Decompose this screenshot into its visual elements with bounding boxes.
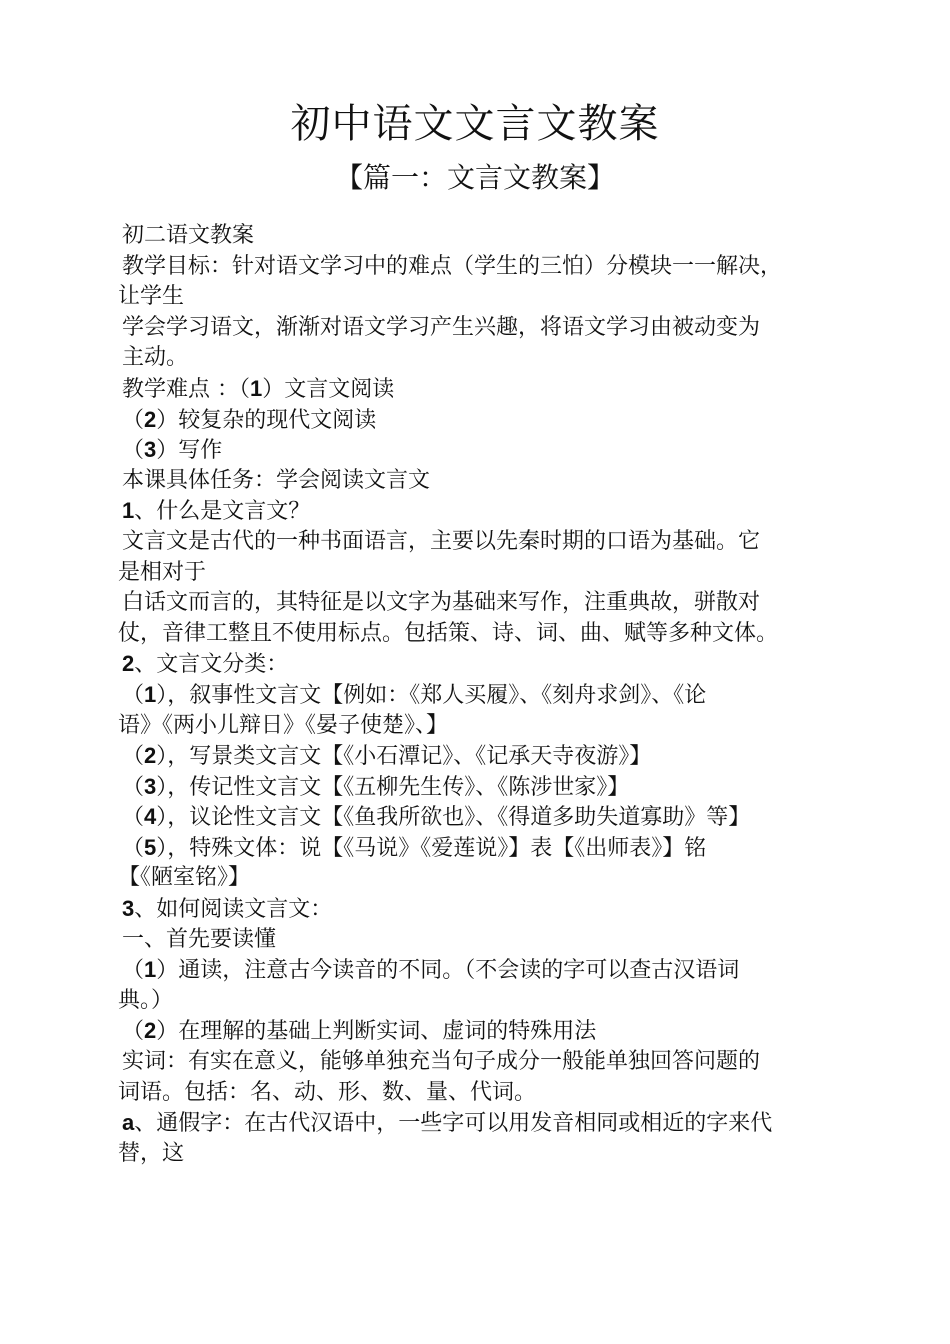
- line-text: ），特殊文体：说【《马说》《爱莲说》】表【《出师表》】铭: [156, 835, 707, 861]
- document-title: 初中语文文言文教案: [290, 101, 660, 147]
- line-text: ）较复杂的现代文阅读: [156, 407, 377, 433]
- line-text: 、如何阅读文言文：: [134, 897, 333, 923]
- line-text: ）通读，注意古今读音的不同。（不会读的字可以查古汉语词: [156, 958, 740, 984]
- text-line: [118, 680, 858, 711]
- text-line: [118, 741, 858, 772]
- text-line: [118, 343, 858, 374]
- line-text: （: [122, 774, 145, 800]
- text-line: [118, 405, 858, 436]
- line-number: a: [122, 1110, 135, 1136]
- line-text: 、通假字：在古代汉语中，一些字可以用发音相同或相近的字来代: [134, 1111, 773, 1137]
- line-text: 仗，音律工整且不使用标点。包括策、诗、词、曲、赋等多种文体。: [118, 620, 779, 646]
- text-line: [118, 1078, 858, 1109]
- line-text: （: [122, 438, 145, 464]
- line-number: 1: [122, 498, 135, 524]
- text-line: [118, 435, 858, 466]
- line-text: 、文言文分类：: [134, 652, 289, 678]
- text-line: [118, 558, 858, 589]
- line-text: （: [122, 744, 145, 770]
- line-text: （: [122, 1019, 145, 1045]
- line-text: ），写景类文言文【《小石潭记》、《记承天寺夜游》】: [156, 744, 652, 770]
- document-subtitle: 【篇一：文言文教案】: [334, 161, 615, 194]
- text-line: [118, 955, 858, 986]
- line-text: （: [122, 805, 145, 831]
- line-number: 3: [122, 896, 135, 922]
- text-line: [118, 649, 858, 680]
- line-text: （: [122, 958, 145, 984]
- text-line: [118, 1047, 858, 1078]
- text-line: [118, 802, 858, 833]
- line-text: ），传记性文言文【《五柳先生传》、《陈涉世家》】: [156, 774, 630, 800]
- line-text: ）在理解的基础上判断实词、虚词的特殊用法: [156, 1019, 597, 1045]
- line-text: 白话文而言的，其特征是以文字为基础来写作，注重典故，骈散对: [122, 590, 761, 616]
- line-text: 教学难点 ：（: [122, 376, 250, 402]
- line-number: 3: [144, 773, 157, 799]
- line-number: 4: [144, 804, 157, 830]
- line-number: 1: [144, 957, 157, 983]
- text-line: [118, 986, 858, 1017]
- line-text: （: [122, 682, 145, 708]
- text-line: [118, 527, 858, 558]
- line-text: ），叙事性文言文【例如：《郑人买履》、《刻舟求剑》、《论: [156, 682, 707, 708]
- text-line: [118, 894, 858, 925]
- text-line: [118, 863, 858, 894]
- text-line: [118, 619, 858, 650]
- line-number: 1: [250, 375, 263, 401]
- text-line: [118, 313, 858, 344]
- line-number: 2: [122, 651, 135, 677]
- text-line: [118, 252, 858, 283]
- text-line: [118, 221, 858, 252]
- line-number: 3: [144, 437, 157, 463]
- line-text: 实词：有实在意义，能够单独充当句子成分一般能单独回答问题的: [122, 1049, 761, 1075]
- text-line: [118, 1108, 858, 1139]
- line-text: 初二语文教案: [122, 223, 255, 248]
- text-line: [118, 282, 858, 313]
- text-line: [118, 1139, 858, 1170]
- line-text: 本课具体任务：学会阅读文言文: [122, 467, 431, 493]
- text-line: [118, 833, 858, 864]
- text-line: [118, 588, 858, 619]
- line-number: 2: [144, 743, 157, 769]
- line-text: 是相对于: [118, 559, 207, 585]
- line-text: 主动。: [122, 345, 189, 371]
- line-number: 1: [144, 681, 157, 707]
- line-text: ），议论性文言文【《鱼我所欲也》、《得道多助失道寡助》等】: [156, 805, 751, 831]
- line-text: 典。）: [118, 987, 174, 1013]
- line-text: 语》《两小儿辩日》《晏子使楚》、】: [118, 712, 449, 738]
- line-text: 文言文是古代的一种书面语言，主要以先秦时期的口语为基础。它: [122, 528, 761, 554]
- line-text: ）写作: [156, 438, 223, 464]
- line-text: 【《陋室铭》】: [118, 865, 251, 891]
- document-body: [118, 221, 858, 1169]
- line-text: 一、首先要读懂: [122, 926, 277, 952]
- text-line: [118, 772, 858, 803]
- line-text: ）文言文阅读: [262, 376, 395, 402]
- text-line: [118, 711, 858, 742]
- line-text: 学会学习语文，渐渐对语文学习产生兴趣，将语文学习由被动变为: [122, 314, 761, 340]
- line-number: 2: [144, 406, 157, 432]
- line-text: 让学生: [118, 284, 185, 310]
- line-text: 替，这: [118, 1140, 185, 1166]
- line-text: 词语。包括：名、动、形、数、量、代词。: [118, 1079, 537, 1105]
- line-number: 5: [144, 834, 157, 860]
- line-text: 教学目标：针对语文学习中的难点（学生的三怕）分模块一一解决，: [122, 253, 783, 279]
- text-line: [118, 374, 858, 405]
- line-text: 、什么是文言文？: [134, 499, 311, 525]
- text-line: [118, 925, 858, 956]
- text-line: [118, 496, 858, 527]
- text-line: [118, 1016, 858, 1047]
- text-line: [118, 466, 858, 497]
- line-number: 2: [144, 1018, 157, 1044]
- line-text: （: [122, 835, 145, 861]
- line-text: （: [122, 407, 145, 433]
